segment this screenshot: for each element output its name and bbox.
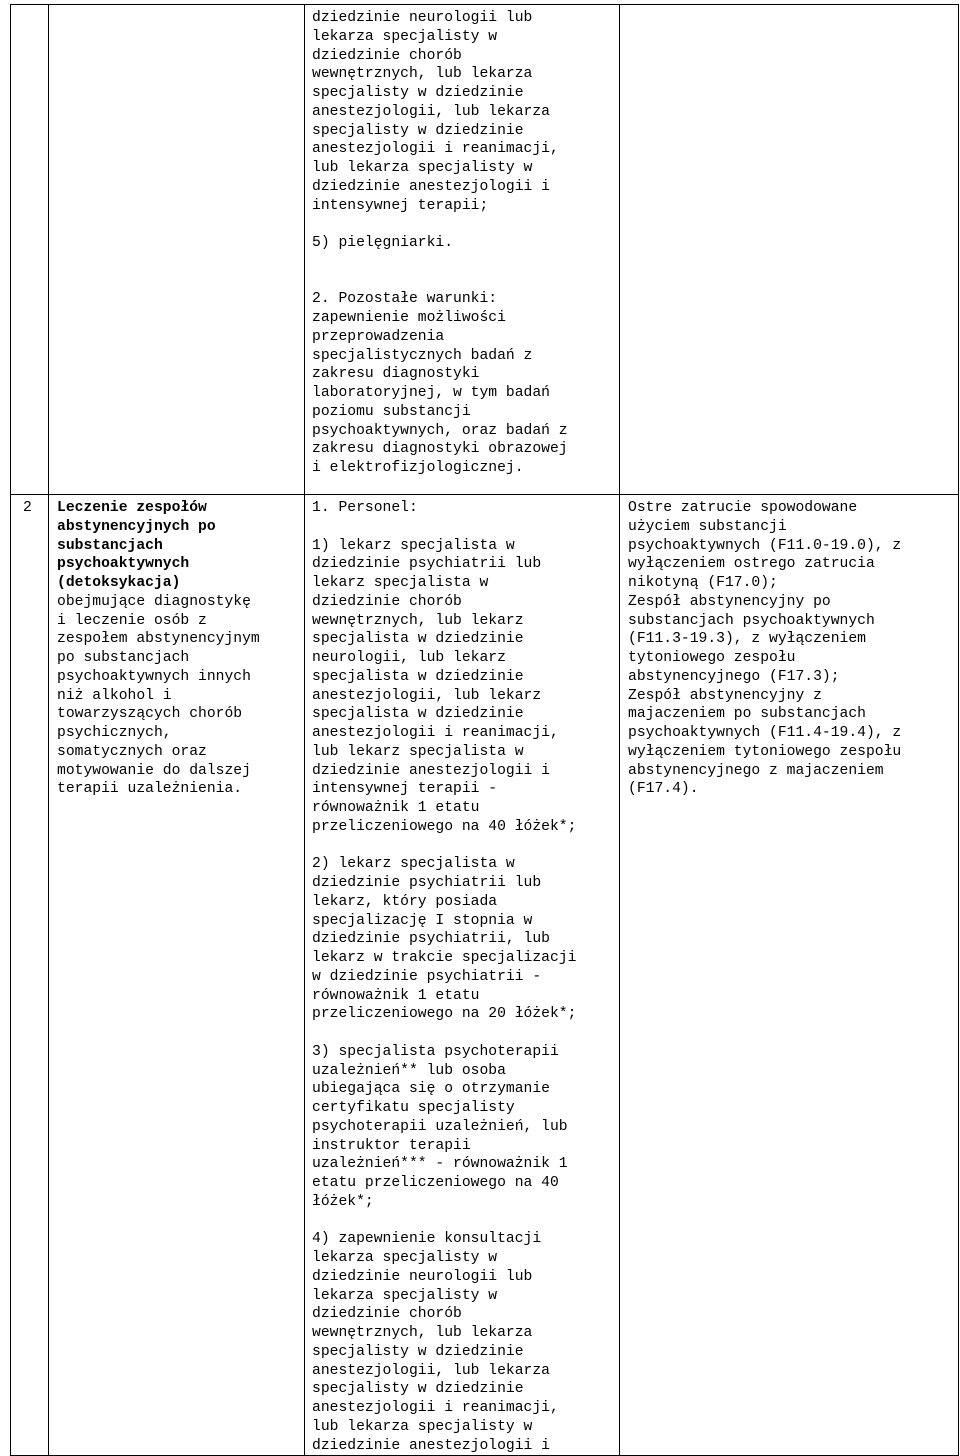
text-line: w dziedzinie psychiatrii -: [312, 968, 542, 985]
personnel-item-1: [312, 537, 613, 837]
text-line: uzależnień** lub osoba: [312, 1062, 506, 1079]
text-line: specjalista w dziedzinie: [312, 706, 524, 723]
benefit-name-cell: [49, 495, 305, 1456]
row-number: 2: [23, 500, 32, 516]
text-line: zakresu diagnostyki: [312, 366, 480, 383]
text-line: 3) specjalista psychoterapii: [312, 1043, 559, 1060]
text-line: terapii uzależnienia.: [57, 781, 243, 798]
text-line: specjalisty w dziedzinie: [312, 122, 524, 139]
text-line: dziedzinie anestezjologii i: [312, 762, 550, 779]
text-line: lekarz w trakcie specjalizacji: [312, 950, 577, 966]
text-line: przeliczeniowego na 40 łóżek*;: [312, 818, 577, 835]
text-line: nikotyną (F17.0);: [628, 575, 778, 591]
text-line: wewnętrznych, lub lekarza: [312, 1325, 533, 1341]
text-line: 2. Pozostałe warunki:: [312, 291, 498, 308]
text-line: towarzyszących chorób: [57, 706, 243, 723]
text-line: intensywnej terapii -: [312, 781, 498, 798]
text-line: tytoniowego zespołu: [628, 650, 796, 666]
text-line: po substancjach: [57, 650, 190, 666]
text-line: łóżek*;: [312, 1193, 374, 1210]
text-line: użyciem substancji: [628, 518, 787, 535]
text-line: specjalisty w dziedzinie: [312, 85, 524, 101]
text-line: i leczenie osób z: [57, 612, 207, 629]
text-line: psychoaktywnych: [57, 556, 190, 573]
text-line: obejmujące diagnostykę: [57, 593, 251, 610]
text-line: 1) lekarz specjalista w: [312, 537, 515, 554]
text-line: substancjach: [57, 537, 163, 554]
text-line: specjalisty w dziedzinie: [312, 1381, 524, 1398]
icd-codes-cell: [620, 495, 959, 1456]
text-line: specjalizację I stopnia w: [312, 912, 533, 929]
text-line: wewnętrznych, lub lekarz: [312, 612, 524, 629]
benefit-description: [57, 593, 298, 799]
text-line: Ostre zatrucie spowodowane: [628, 500, 858, 516]
text-line: lub lekarz specjalista w: [312, 743, 524, 760]
text-line: poziomu substancji: [312, 403, 471, 420]
text-line: psychoaktywnych, oraz badań z: [312, 422, 568, 439]
text-line: dziedzinie anestezjologii i: [312, 178, 550, 195]
text-line: wyłączeniem ostrego zatrucia: [628, 556, 875, 573]
text-line: i elektrofizjologicznej.: [312, 460, 524, 476]
requirements-cell: [305, 495, 620, 1456]
text-line: dziedzinie psychiatrii, lub: [312, 931, 550, 948]
row-number-cell: [11, 495, 49, 1456]
text-line: anestezjologii i reanimacji,: [312, 141, 559, 158]
text-line: lekarz specjalista w: [312, 575, 489, 591]
text-line: Zespół abstynencyjny z: [628, 687, 822, 704]
text-line: dziedzinie neurologii lub: [312, 10, 533, 26]
text-line: 2) lekarz specjalista w: [312, 856, 515, 873]
text-line: dziedzinie neurologii lub: [312, 1268, 533, 1285]
text-line: zespołem abstynencyjnym: [57, 631, 260, 648]
table-row: [11, 495, 959, 1456]
text-line: równoważnik 1 etatu: [312, 800, 480, 816]
text-line: etatu przeliczeniowego na 40: [312, 1175, 559, 1191]
text-line: Leczenie zespołów: [57, 500, 207, 516]
text-line: neurologii, lub lekarz: [312, 650, 506, 666]
text-line: specjalista w dziedzinie: [312, 668, 524, 685]
text-line: laboratoryjnej, w tym badań: [312, 385, 550, 401]
text-line: anestezjologii i reanimacji,: [312, 725, 559, 741]
text-line: uzależnień*** - równoważnik 1: [312, 1156, 568, 1173]
personnel-heading: 1. Personel:: [312, 500, 418, 516]
text-line: dziedzinie psychiatrii lub: [312, 875, 542, 891]
text-line: psychoaktywnych (F11.0-19.0), z: [628, 537, 902, 554]
text-line: anestezjologii, lub lekarz: [312, 687, 542, 704]
text-line: intensywnej terapii;: [312, 197, 489, 214]
benefit-name-cell: [49, 5, 305, 495]
text-line: anestezjologii, lub lekarza: [312, 1362, 550, 1379]
text-line: 4) zapewnienie konsultacji: [312, 1231, 542, 1248]
text-line: specjalisty w dziedzinie: [312, 1343, 524, 1360]
text-line: równoważnik 1 etatu: [312, 987, 480, 1004]
text-line: dziedzinie chorób: [312, 1306, 462, 1323]
text-line: abstynencyjnych po: [57, 518, 216, 535]
text-line: anestezjologii i reanimacji,: [312, 1400, 559, 1416]
text-line: wyłączeniem tytoniowego zespołu: [628, 743, 902, 760]
text-line: przeliczeniowego na 20 łóżek*;: [312, 1006, 577, 1023]
text-line: ubiegająca się o otrzymanie: [312, 1081, 550, 1098]
item5-text: 5) pielęgniarki.: [312, 235, 454, 251]
personnel-item-4: [312, 1230, 613, 1455]
text-line: dziedzinie chorób: [312, 47, 462, 64]
text-line: (F11.3-19.3), z wyłączeniem: [628, 631, 866, 648]
benefit-title: [57, 499, 298, 593]
text-line: somatycznych oraz: [57, 743, 207, 760]
text-line: substancjach psychoaktywnych: [628, 612, 875, 629]
text-line: (F17.4).: [628, 781, 699, 798]
table-row: [11, 5, 959, 495]
text-line: lekarza specjalisty w: [312, 1287, 498, 1304]
icd-codes-list: [628, 499, 952, 799]
text-line: niż alkohol i: [57, 687, 172, 704]
text-line: specjalistycznych badań z: [312, 347, 533, 364]
text-line: zapewnienie możliwości: [312, 310, 506, 326]
text-line: psychoaktywnych innych: [57, 668, 251, 685]
personnel-item-2: [312, 855, 613, 1024]
text-line: wewnętrznych, lub lekarza: [312, 66, 533, 83]
text-line: dziedzinie anestezjologii i: [312, 1437, 550, 1454]
text-line: psychicznych,: [57, 725, 172, 741]
text-line: lekarz, który posiada: [312, 893, 498, 910]
row-number-cell: [11, 5, 49, 495]
text-line: lekarza specjalisty w: [312, 1250, 498, 1266]
text-line: majaczeniem po substancjach: [628, 706, 866, 723]
text-line: certyfikatu specjalisty: [312, 1100, 515, 1116]
personnel-item-3: [312, 1043, 613, 1212]
item4-continuation: [312, 9, 613, 215]
text-line: anestezjologii, lub lekarza: [312, 103, 550, 120]
text-line: Zespół abstynencyjny po: [628, 593, 831, 610]
text-line: lub lekarza specjalisty w: [312, 160, 533, 176]
text-line: psychoterapii uzależnień, lub: [312, 1118, 568, 1135]
text-line: zakresu diagnostyki obrazowej: [312, 441, 568, 458]
text-line: (detoksykacja): [57, 575, 181, 591]
text-line: specjalista w dziedzinie: [312, 631, 524, 648]
icd-codes-cell: [620, 5, 959, 495]
text-line: przeprowadzenia: [312, 328, 445, 345]
text-line: abstynencyjnego (F17.3);: [628, 668, 840, 685]
text-line: psychoaktywnych (F11.4-19.4), z: [628, 725, 902, 741]
section2-other-conditions: [312, 290, 613, 478]
text-line: instruktor terapii: [312, 1137, 471, 1154]
text-line: abstynencyjnego z majaczeniem: [628, 762, 884, 779]
text-line: dziedzinie chorób: [312, 593, 462, 610]
text-line: lekarza specjalisty w: [312, 28, 498, 45]
requirements-cell: [305, 5, 620, 495]
text-line: lub lekarza specjalisty w: [312, 1418, 533, 1435]
text-line: motywowanie do dalszej: [57, 762, 251, 779]
text-line: dziedzinie psychiatrii lub: [312, 556, 542, 573]
benefits-table: [10, 4, 959, 1456]
